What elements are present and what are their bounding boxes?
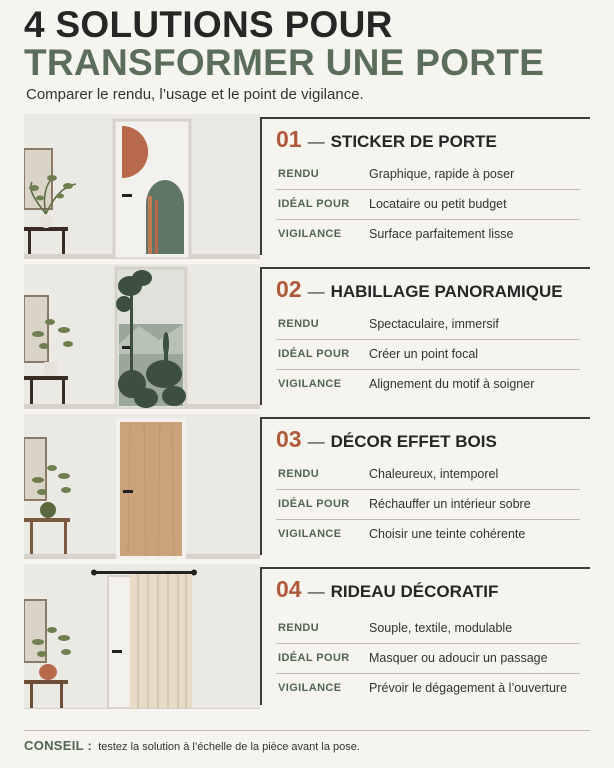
divider [260, 567, 590, 569]
info-row [276, 340, 580, 370]
solution-title: RIDEAU DÉCORATIF [330, 582, 499, 601]
wood-effect-door-image [24, 414, 260, 559]
panoramic-door-image [24, 264, 260, 409]
solution-row-1 [24, 114, 590, 259]
title-line-2: TRANSFORMER UNE PORTE [24, 42, 545, 83]
solution-number: 03 [276, 426, 302, 452]
info-row [276, 190, 580, 220]
row-value: Graphique, rapide à poser [369, 167, 515, 181]
divider [260, 418, 262, 555]
row-value: Spectaculaire, immersif [369, 317, 499, 331]
tip-text: testez la solution à l’échelle de la pièce avant la pose. [98, 741, 360, 753]
row-label: RENDU [278, 318, 320, 330]
solution-row-3 [24, 414, 590, 559]
solution-title: DÉCOR EFFET BOIS [330, 432, 497, 451]
footer-divider [24, 730, 590, 731]
info-row [276, 644, 580, 674]
footer-tip [24, 738, 360, 753]
row-value: Réchauffer un intérieur sobre [369, 497, 531, 511]
heading-dash: — [307, 432, 325, 451]
solution-row-4 [24, 564, 590, 709]
solution-number: 04 [276, 576, 302, 602]
info-row [276, 674, 580, 704]
solution-row-2 [24, 264, 590, 409]
row-label: RENDU [278, 622, 320, 634]
row-value: Alignement du motif à soigner [369, 377, 535, 391]
solution-title: HABILLAGE PANORAMIQUE [330, 282, 563, 301]
info-row [276, 220, 580, 250]
heading-dash: — [307, 582, 325, 601]
title-line-1: 4 SOLUTIONS POUR [24, 4, 393, 45]
row-label: IDÉAL POUR [278, 652, 350, 664]
solution-title: STICKER DE PORTE [330, 132, 497, 151]
row-value: Choisir une teinte cohérente [369, 527, 526, 541]
solution-heading [276, 576, 498, 603]
door-sticker-image [24, 114, 260, 259]
subtitle: Comparer le rendu, l’usage et le point de vigilance. [26, 86, 364, 103]
solution-number: 02 [276, 276, 302, 302]
info-row [276, 520, 580, 550]
row-label: VIGILANCE [278, 378, 342, 390]
row-label: VIGILANCE [278, 682, 342, 694]
divider [260, 117, 590, 119]
solution-panel-2 [260, 264, 590, 409]
divider [260, 268, 262, 405]
info-row [276, 160, 580, 190]
row-label: IDÉAL POUR [278, 198, 350, 210]
row-value: Souple, textile, modulable [369, 621, 513, 635]
solution-panel-3 [260, 414, 590, 559]
row-label: IDÉAL POUR [278, 348, 350, 360]
decorative-curtain-image [24, 564, 260, 709]
row-label: RENDU [278, 168, 320, 180]
row-value: Chaleureux, intemporel [369, 467, 499, 481]
row-value: Prévoir le dégagement à l’ouverture [369, 681, 568, 695]
solution-panel-1 [260, 114, 590, 259]
row-label: IDÉAL POUR [278, 498, 350, 510]
info-row [276, 614, 580, 644]
heading-dash: — [307, 132, 325, 151]
heading-dash: — [307, 282, 325, 301]
solution-panel-4 [260, 564, 590, 709]
divider [260, 118, 262, 255]
row-label: RENDU [278, 468, 320, 480]
tip-label: CONSEIL : [24, 738, 93, 753]
info-row [276, 310, 580, 340]
row-label: VIGILANCE [278, 228, 342, 240]
divider [260, 417, 590, 419]
info-row [276, 490, 580, 520]
row-value: Locataire ou petit budget [369, 197, 507, 211]
solution-heading [276, 126, 497, 153]
solution-heading [276, 426, 497, 453]
solution-heading [276, 276, 563, 303]
row-label: VIGILANCE [278, 528, 342, 540]
divider [260, 267, 590, 269]
solution-number: 01 [276, 126, 302, 152]
info-row [276, 370, 580, 400]
info-row [276, 460, 580, 490]
divider [260, 568, 262, 705]
row-value: Créer un point focal [369, 347, 479, 361]
row-value: Masquer ou adoucir un passage [369, 651, 548, 665]
row-value: Surface parfaitement lisse [369, 227, 514, 241]
